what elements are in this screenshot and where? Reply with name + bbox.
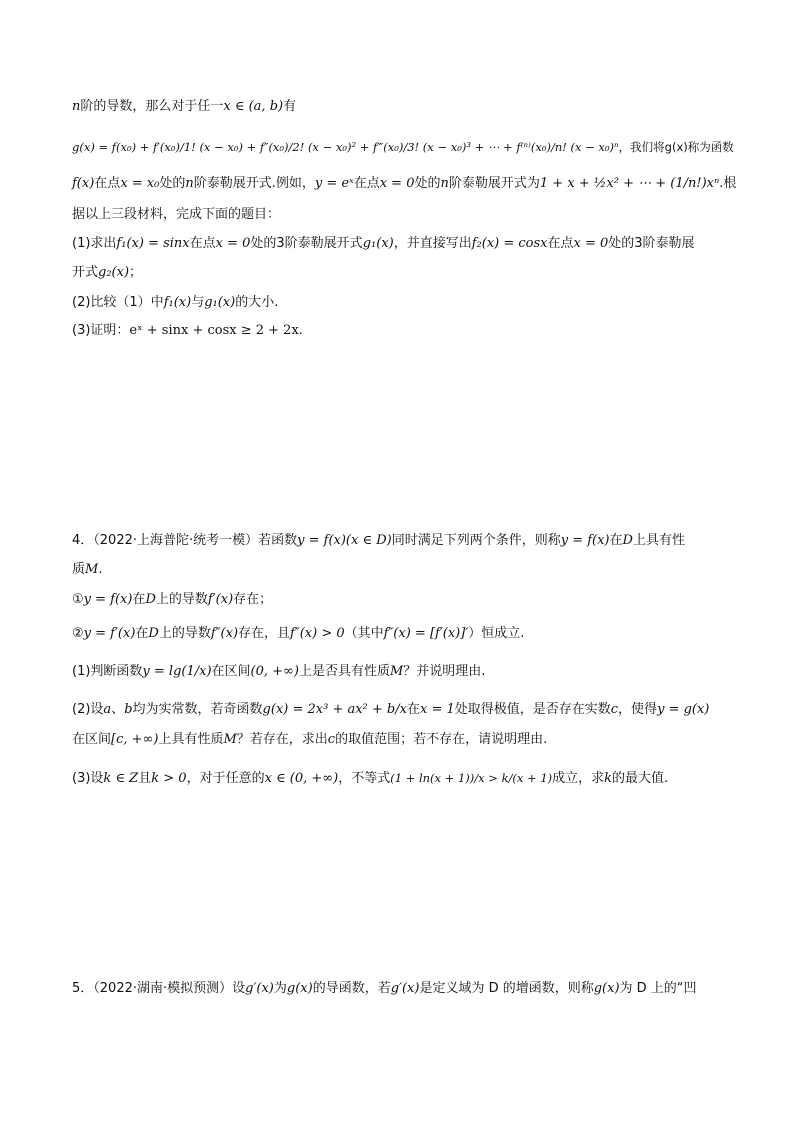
- problem-4-part-2-cont: 在区间[c, +∞)上具有性质M？若存在，求出c的取值范围；若不存在，请说明理由.: [72, 732, 548, 747]
- problem-4-part-2: (2)设a、b均为实常数，若奇函数g(x) = 2x³ + ax² + b/x在x = 1处取得极值，是否存在实数c，使得y = g(x): [72, 702, 710, 717]
- taylor-formula-line: g(x) = f(x₀) + f′(x₀)/1! (x − x₀) + f″(x₀)/2! (x − x₀)² + f‴(x₀)/3! (x − x₀)³ + ⋯ + f⁽ⁿ⁾(x₀)/n! (x − x₀)ⁿ，我们将g(x)称为函数: [72, 140, 734, 154]
- taylor-formula: g(x) = f(x₀) + f′(x₀)/1! (x − x₀) + f″(x₀)/2! (x − x₀)² + f‴(x₀)/3! (x − x₀)³ + ⋯ + f⁽ⁿ⁾(x₀)/n! (x − x₀)ⁿ: [72, 140, 619, 154]
- question-1-cont: 开式g₂(x)；: [72, 265, 143, 280]
- question-3: (3)证明：eˣ + sinx + cosx ≥ 2 + 2x.: [72, 323, 303, 338]
- text-line: 据以上三段材料，完成下面的题目：: [72, 207, 281, 222]
- problem-4-part-3: (3)设k ∈ Z且k > 0，对于任意的x ∈ (0, +∞)，不等式(1 + ln(x + 1))/x > k/(x + 1)成立，求k的最大值.: [72, 771, 669, 786]
- question-1: (1)求出f₁(x) = sinx在点x = 0处的3阶泰勒展开式g₁(x)，并直接写出f₂(x) = cosx在点x = 0处的3阶泰勒展: [72, 236, 695, 251]
- condition-2: ②y = f′(x)在D上的导数f″(x)存在，且f″(x) > 0（其中f″(x) = [f′(x)]′）恒成立.: [72, 626, 525, 641]
- problem-5-header: 5．（2022·湖南·模拟预测）设g′(x)为g(x)的导函数，若g′(x)是定义域为 D 的增函数，则称g(x)为 D 上的“凹: [72, 981, 697, 996]
- text-line: n阶的导数，那么对于任一x ∈ (a, b)有: [72, 99, 297, 114]
- problem-4-header-cont: 质M.: [72, 562, 103, 577]
- problem-4-part-1: (1)判断函数y = lg(1/x)在区间(0, +∞)上是否具有性质M？并说明理由.: [72, 664, 486, 679]
- text-line: f(x)在点x = x₀处的n阶泰勒展开式.例如，y = eˣ在点x = 0处的n阶泰勒展开式为1 + x + ½x² + ⋯ + (1/n!)xⁿ.根: [72, 176, 737, 191]
- problem-4-header: 4．（2022·上海普陀·统考一模）若函数y = f(x)(x ∈ D)同时满足下列两个条件，则称y = f(x)在D上具有性: [72, 533, 685, 548]
- question-2: (2)比较（1）中f₁(x)与g₁(x)的大小.: [72, 295, 279, 310]
- condition-1: ①y = f(x)在D上的导数f′(x)存在；: [72, 592, 273, 607]
